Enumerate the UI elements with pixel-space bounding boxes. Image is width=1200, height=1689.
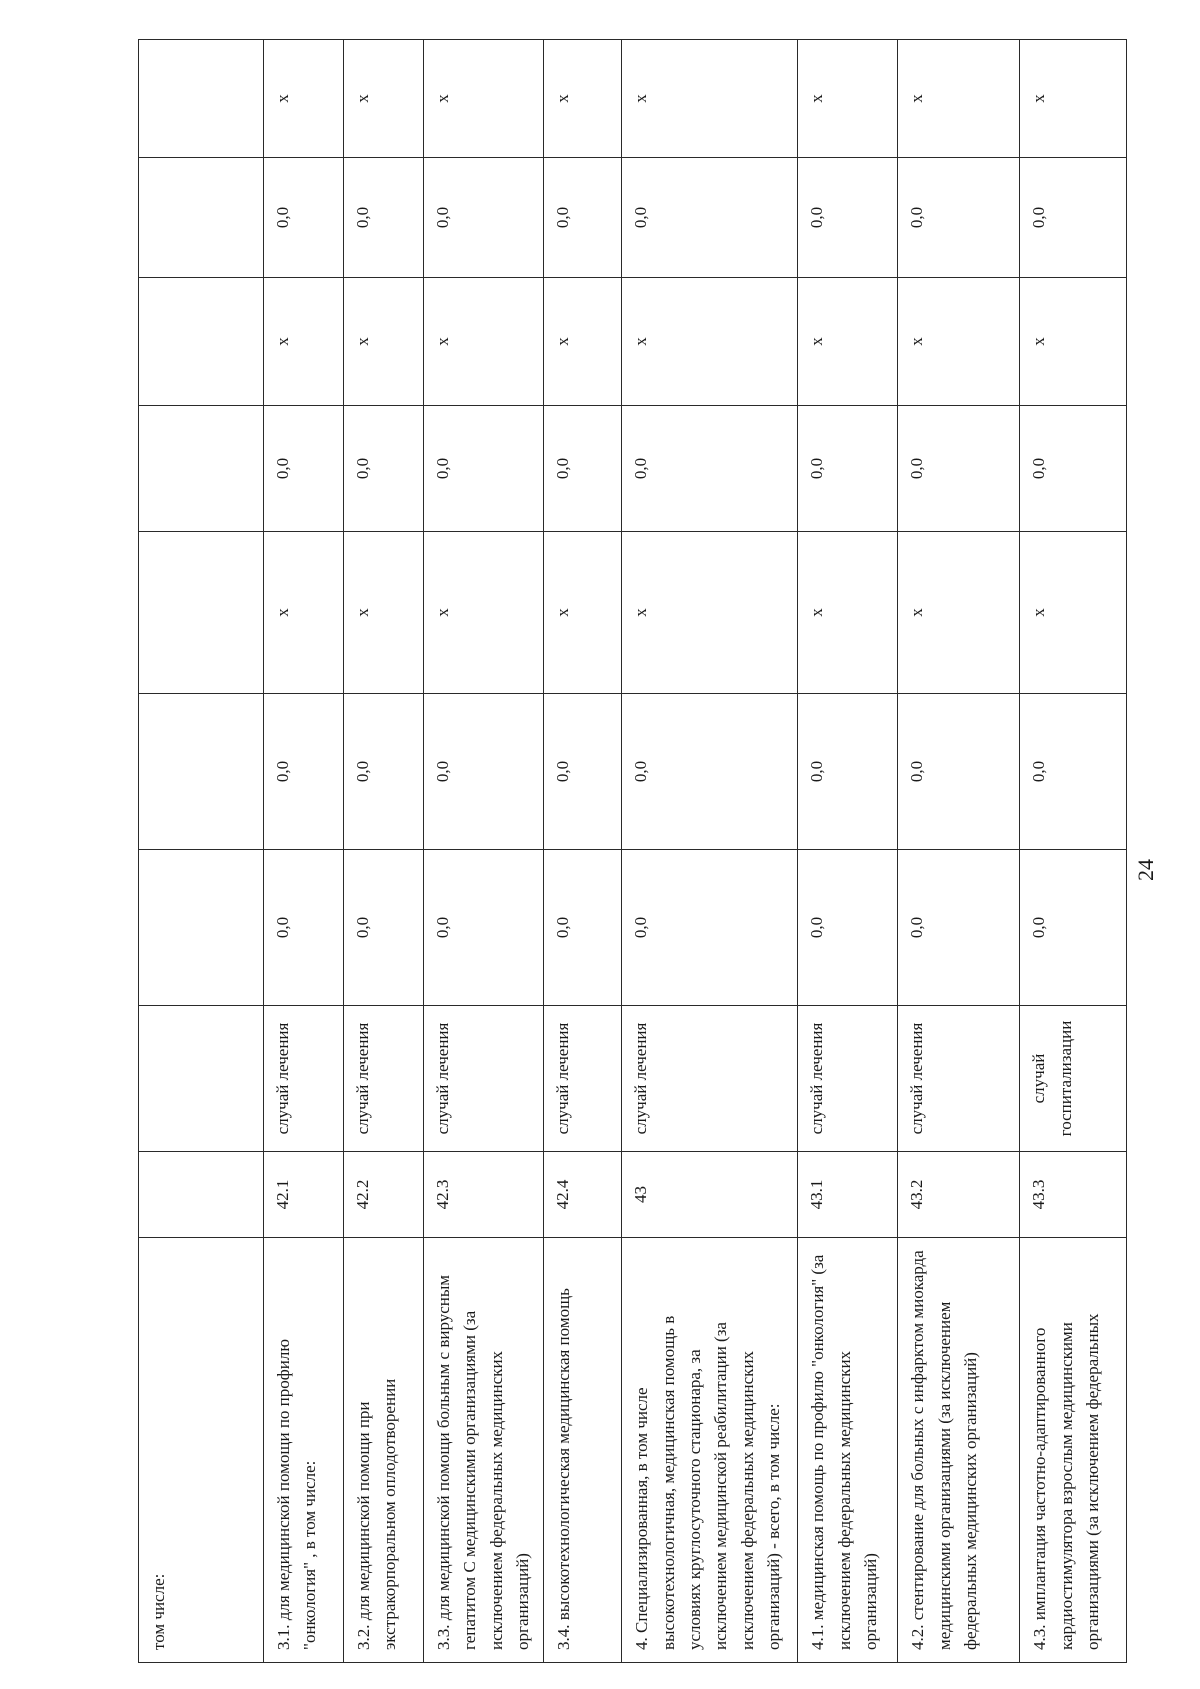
data-table: [138, 39, 1127, 1663]
empty-cell: [139, 40, 264, 158]
not-applicable-cell: х: [344, 278, 424, 406]
row-unit: случай лечения: [622, 1006, 798, 1152]
value-cell: 0,0: [1020, 406, 1127, 532]
row-name: 4. Специализированная, в том числе высокотехнологичная, медицинская помощь в условиях круглосуточного стационара, за исключением медицинской реабилитации (за исключением федеральных медицинских организаций) - всего, в том числе:: [622, 1238, 798, 1663]
empty-cell: [139, 158, 264, 278]
value-cell: 0,0: [622, 850, 798, 1006]
not-applicable-cell: х: [264, 278, 344, 406]
value-cell: 0,0: [264, 158, 344, 278]
value-cell: 0,0: [344, 406, 424, 532]
not-applicable-cell: х: [798, 278, 898, 406]
row-name: 4.1. медицинская помощь по профилю "онкология" (за исключением федеральных медицинских организаций): [798, 1238, 898, 1663]
value-cell: 0,0: [1020, 850, 1127, 1006]
value-cell: 0,0: [544, 694, 622, 850]
value-cell: 0,0: [264, 850, 344, 1006]
row-unit: случай лечения: [344, 1006, 424, 1152]
row-name: 3.4. высокотехнологическая медицинская помощь: [544, 1238, 622, 1663]
not-applicable-cell: х: [898, 532, 1020, 694]
not-applicable-cell: х: [622, 278, 798, 406]
continuation-label: том числе:: [139, 1238, 264, 1663]
not-applicable-cell: х: [1020, 278, 1127, 406]
table-row: [424, 40, 544, 1663]
value-cell: 0,0: [424, 406, 544, 532]
value-cell: 0,0: [544, 850, 622, 1006]
not-applicable-cell: х: [622, 532, 798, 694]
row-code: 42.3: [424, 1152, 544, 1238]
table-row: [544, 40, 622, 1663]
row-name: 3.1. для медицинской помощи по профилю "онкология" , в том числе:: [264, 1238, 344, 1663]
row-name: 4.2. стентирование для больных с инфарктом миокарда медицинскими организациями (за исключением федеральных медицинских организаций): [898, 1238, 1020, 1663]
not-applicable-cell: х: [544, 40, 622, 158]
empty-cell: [139, 1152, 264, 1238]
row-name: 4.3. имплантация частотно-адаптированного кардиостимулятора взрослым медицинскими организациями (за исключением федеральных: [1020, 1238, 1127, 1663]
value-cell: 0,0: [898, 158, 1020, 278]
row-code: 42.1: [264, 1152, 344, 1238]
not-applicable-cell: х: [544, 278, 622, 406]
empty-cell: [139, 694, 264, 850]
table-row: [898, 40, 1020, 1663]
not-applicable-cell: х: [798, 40, 898, 158]
row-code: 43: [622, 1152, 798, 1238]
row-name: 3.3. для медицинской помощи больным с вирусным гепатитом С медицинскими организациями (за исключением федеральных медицинских организаций): [424, 1238, 544, 1663]
row-unit: случай лечения: [898, 1006, 1020, 1152]
value-cell: 0,0: [344, 158, 424, 278]
not-applicable-cell: х: [424, 40, 544, 158]
value-cell: 0,0: [544, 406, 622, 532]
row-unit: случай лечения: [264, 1006, 344, 1152]
not-applicable-cell: х: [1020, 532, 1127, 694]
value-cell: 0,0: [1020, 158, 1127, 278]
value-cell: 0,0: [264, 694, 344, 850]
empty-cell: [139, 278, 264, 406]
value-cell: 0,0: [798, 406, 898, 532]
row-code: 43.2: [898, 1152, 1020, 1238]
not-applicable-cell: х: [264, 532, 344, 694]
value-cell: 0,0: [424, 158, 544, 278]
row-code: 42.4: [544, 1152, 622, 1238]
table-row: [798, 40, 898, 1663]
value-cell: 0,0: [344, 850, 424, 1006]
not-applicable-cell: х: [898, 278, 1020, 406]
not-applicable-cell: х: [622, 40, 798, 158]
table-row: [622, 40, 798, 1663]
value-cell: 0,0: [798, 158, 898, 278]
not-applicable-cell: х: [344, 40, 424, 158]
value-cell: 0,0: [1020, 694, 1127, 850]
empty-cell: [139, 1006, 264, 1152]
table-row: [1020, 40, 1127, 1663]
value-cell: 0,0: [622, 406, 798, 532]
row-unit: случай лечения: [798, 1006, 898, 1152]
value-cell: 0,0: [424, 694, 544, 850]
value-cell: 0,0: [622, 694, 798, 850]
row-code: 43.3: [1020, 1152, 1127, 1238]
table-row: [344, 40, 424, 1663]
row-unit: случай лечения: [544, 1006, 622, 1152]
row-unit: случай лечения: [424, 1006, 544, 1152]
value-cell: 0,0: [798, 850, 898, 1006]
value-cell: 0,0: [898, 850, 1020, 1006]
not-applicable-cell: х: [424, 278, 544, 406]
row-code: 42.2: [344, 1152, 424, 1238]
not-applicable-cell: х: [544, 532, 622, 694]
not-applicable-cell: х: [898, 40, 1020, 158]
table-row: [264, 40, 344, 1663]
empty-cell: [139, 406, 264, 532]
value-cell: 0,0: [622, 158, 798, 278]
not-applicable-cell: х: [344, 532, 424, 694]
rotated-page: [138, 40, 1103, 1663]
not-applicable-cell: х: [264, 40, 344, 158]
row-code: 43.1: [798, 1152, 898, 1238]
row-name: 3.2. для медицинской помощи при экстракорпоральном оплодотворении: [344, 1238, 424, 1663]
value-cell: 0,0: [898, 406, 1020, 532]
value-cell: 0,0: [798, 694, 898, 850]
value-cell: 0,0: [424, 850, 544, 1006]
value-cell: 0,0: [344, 694, 424, 850]
row-unit: случай госпитализации: [1020, 1006, 1127, 1152]
not-applicable-cell: х: [1020, 40, 1127, 158]
table-row-continuation: [139, 40, 264, 1663]
not-applicable-cell: х: [424, 532, 544, 694]
not-applicable-cell: х: [798, 532, 898, 694]
value-cell: 0,0: [544, 158, 622, 278]
table-body: [139, 40, 1127, 1663]
empty-cell: [139, 850, 264, 1006]
value-cell: 0,0: [898, 694, 1020, 850]
value-cell: 0,0: [264, 406, 344, 532]
page-number: 24: [1133, 859, 1158, 881]
empty-cell: [139, 532, 264, 694]
